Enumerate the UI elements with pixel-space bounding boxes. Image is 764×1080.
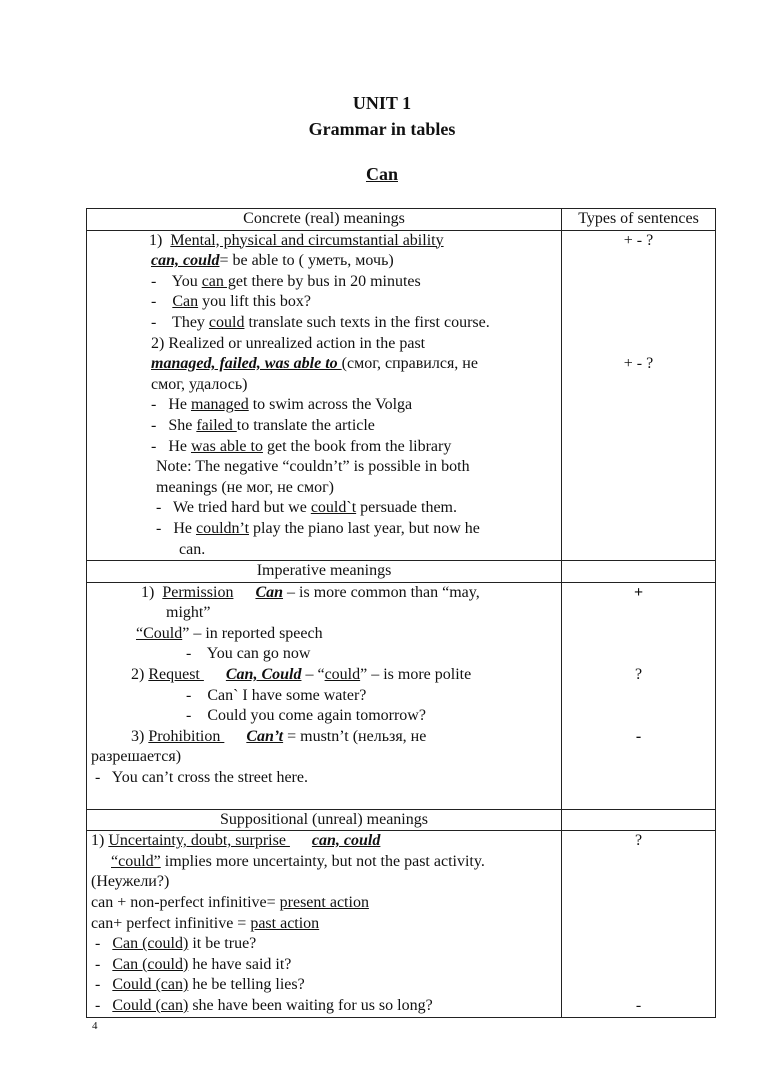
permission-text: – is more common than “may, bbox=[283, 583, 480, 601]
permission-line bbox=[91, 583, 557, 604]
example-line: - You can go now bbox=[186, 645, 311, 663]
ability-label: Mental, physical and circumstantial ability bbox=[170, 231, 444, 249]
example-text: - We tried hard but we bbox=[156, 499, 311, 517]
suppositional-header: Suppositional (unreal) meanings bbox=[87, 809, 562, 831]
definition-text: = be able to ( уметь, мочь) bbox=[219, 252, 394, 270]
example-text: he be telling lies? bbox=[188, 976, 305, 994]
example-text: - He bbox=[156, 519, 196, 537]
example-text: to translate the article bbox=[236, 416, 375, 434]
could-term: “could” bbox=[111, 852, 161, 870]
can-could-term: can, could bbox=[151, 252, 220, 270]
imperative-header-row bbox=[87, 561, 716, 583]
empty-cell bbox=[562, 561, 716, 583]
example-text: to swim across the Volga bbox=[248, 396, 413, 414]
uncertainty-label: Uncertainty, doubt, surprise bbox=[108, 832, 290, 850]
imperative-types-cell bbox=[562, 582, 716, 809]
example-text: she have been waiting for us so long? bbox=[188, 996, 433, 1014]
could-term: “Could bbox=[136, 624, 183, 642]
prohibition-line bbox=[91, 727, 557, 748]
note-line: Note: The negative “couldn’t” is possible in both bbox=[156, 458, 470, 476]
example-keyword: could bbox=[208, 313, 245, 331]
can-could-term: Can, Could bbox=[225, 666, 302, 684]
modal-heading: Can bbox=[365, 164, 398, 184]
suppositional-row bbox=[87, 831, 716, 1017]
past-action-heading: 2) Realized or unrealized action in the past bbox=[151, 334, 426, 352]
example-keyword: Can (could) bbox=[112, 935, 189, 953]
example-text: - He bbox=[151, 437, 191, 455]
imperative-row bbox=[87, 582, 716, 809]
can-could-definition bbox=[91, 251, 557, 272]
imperative-header: Imperative meanings bbox=[87, 561, 562, 583]
example-keyword: managed bbox=[190, 396, 249, 414]
empty-cell bbox=[562, 809, 716, 831]
could-term: could bbox=[324, 666, 361, 684]
example-line: - You can’t cross the street here. bbox=[91, 769, 308, 787]
example-line bbox=[91, 975, 557, 996]
note-line: meanings (не мог, не смог) bbox=[156, 478, 334, 496]
example-text: play the piano last year, but now he bbox=[249, 519, 480, 537]
example-line bbox=[91, 519, 557, 540]
reported-speech-text: ” – in reported speech bbox=[182, 624, 323, 642]
example-text: - bbox=[91, 996, 113, 1014]
request-label: Request bbox=[148, 666, 204, 684]
permission-continuation: might” bbox=[166, 604, 211, 622]
non-perfect-rule bbox=[91, 893, 557, 914]
example-text: - She bbox=[151, 416, 197, 434]
example-text: - bbox=[91, 976, 113, 994]
request-text: ” – is more polite bbox=[360, 666, 472, 684]
example-keyword: can g bbox=[201, 272, 236, 290]
uncertainty-line bbox=[91, 831, 557, 852]
reported-speech-line bbox=[91, 624, 557, 645]
imperative-cell bbox=[87, 582, 562, 809]
page-number: 4 bbox=[92, 1020, 98, 1032]
rule-result: past action bbox=[250, 914, 320, 932]
example-line bbox=[91, 934, 557, 955]
sentence-types-permission: + bbox=[633, 583, 644, 601]
grammar-table bbox=[86, 208, 716, 1018]
concrete-types-cell bbox=[562, 230, 716, 561]
example-line: - Could you come again tomorrow? bbox=[186, 707, 426, 725]
prohibition-label: Prohibition bbox=[148, 727, 225, 745]
example-line bbox=[91, 996, 557, 1017]
list-number: 2) bbox=[131, 666, 149, 684]
rule-text: can+ perfect infinitive = bbox=[91, 914, 251, 932]
past-action-terms: managed, failed, was able to bbox=[151, 355, 342, 373]
request-line bbox=[91, 665, 557, 686]
example-text: - You bbox=[151, 272, 202, 290]
uncertainty-note bbox=[91, 852, 557, 873]
suppositional-types-cell bbox=[562, 831, 716, 1017]
example-text: you lift this box? bbox=[198, 293, 311, 311]
example-line bbox=[91, 272, 557, 293]
example-line bbox=[91, 498, 557, 519]
definition-text: (смог, справился, не bbox=[341, 355, 478, 373]
example-line bbox=[91, 437, 557, 458]
example-text: translate such texts in the first course. bbox=[244, 313, 490, 331]
example-line bbox=[91, 313, 557, 334]
uncertainty-note-text: implies more uncertainty, but not the past activity. bbox=[160, 852, 485, 870]
example-text: he have said it? bbox=[188, 955, 292, 973]
example-line bbox=[91, 395, 557, 416]
example-line: - Can` I have some water? bbox=[186, 686, 367, 704]
can-could-term: can, could bbox=[311, 832, 381, 850]
sentence-types-request: ? bbox=[634, 666, 643, 684]
col-meanings-header: Concrete (real) meanings bbox=[87, 209, 562, 231]
example-text: it be true? bbox=[188, 935, 257, 953]
prohibition-text: = mustn’t (нельзя, не bbox=[283, 727, 427, 745]
example-line bbox=[91, 416, 557, 437]
example-text: - bbox=[91, 955, 113, 973]
example-text: - They bbox=[151, 313, 209, 331]
example-keyword: Can bbox=[172, 293, 199, 311]
example-line bbox=[91, 292, 557, 313]
example-line bbox=[91, 955, 557, 976]
example-keyword: couldn’t bbox=[195, 519, 250, 537]
can-term: Can bbox=[255, 583, 284, 601]
rule-result: present action bbox=[279, 894, 369, 911]
suppositional-cell bbox=[87, 831, 562, 1017]
concrete-row bbox=[87, 230, 716, 561]
list-number: 3) bbox=[131, 727, 149, 745]
suppositional-header-row bbox=[87, 809, 716, 831]
list-number: 1) bbox=[141, 583, 163, 601]
concrete-cell bbox=[87, 230, 562, 561]
example-text: get the book from the library bbox=[262, 437, 452, 455]
unit-title: UNIT 1 bbox=[352, 93, 412, 113]
example-continuation: can. bbox=[179, 540, 206, 558]
sentence-types-past: + - ? bbox=[623, 355, 654, 373]
list-number: 1) bbox=[91, 832, 109, 850]
example-keyword: could`t bbox=[310, 499, 357, 517]
example-keyword: was able to bbox=[190, 437, 263, 455]
past-action-definition bbox=[91, 354, 557, 375]
page-subtitle: Grammar in tables bbox=[308, 119, 456, 139]
example-text: persuade them. bbox=[356, 499, 457, 517]
col-types-header: Types of sentences bbox=[562, 209, 716, 231]
translation-line: (Неужели?) bbox=[91, 873, 170, 891]
example-text: - He bbox=[151, 396, 191, 414]
example-keyword: Could (can) bbox=[112, 976, 189, 994]
example-keyword: Can (could) bbox=[112, 955, 189, 973]
example-text: - bbox=[151, 293, 173, 311]
prohibition-continuation: разрешается) bbox=[91, 748, 182, 766]
definition-continuation: смог, удалось) bbox=[151, 375, 248, 393]
rule-text: can + non-perfect infinitive= bbox=[91, 894, 280, 911]
sentence-types-ability: + - ? bbox=[623, 231, 654, 249]
example-text: et there by bus in 20 minutes bbox=[235, 272, 421, 290]
header-row bbox=[87, 209, 716, 231]
example-keyword: Could (can) bbox=[112, 996, 189, 1014]
sentence-types-uncertainty: ? bbox=[634, 832, 643, 850]
request-text: – “ bbox=[301, 666, 325, 684]
sentence-types-negative: - bbox=[635, 996, 642, 1014]
list-number: 1) bbox=[149, 231, 171, 249]
cant-term: Can’t bbox=[246, 727, 284, 745]
example-keyword: failed bbox=[196, 416, 237, 434]
permission-label: Permission bbox=[162, 583, 234, 601]
perfect-rule bbox=[91, 914, 557, 935]
example-text: - bbox=[91, 935, 113, 953]
sentence-types-prohibition: - bbox=[635, 727, 642, 745]
ability-heading bbox=[91, 231, 557, 252]
